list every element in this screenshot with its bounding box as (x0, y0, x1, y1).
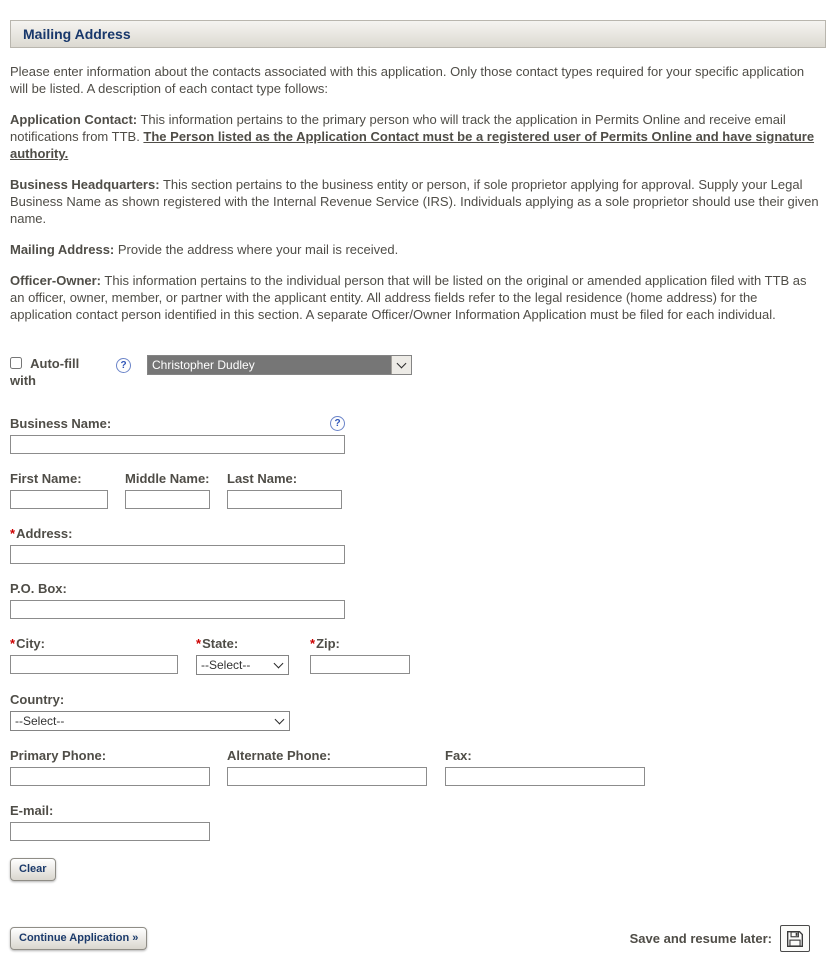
country-group (10, 692, 826, 731)
middle-name-col (125, 471, 210, 509)
last-name-col (227, 471, 342, 509)
po-box-label-row (10, 581, 826, 596)
address-label-row (10, 526, 826, 541)
business-name-group (10, 416, 345, 454)
desc-application-contact-label: Application Contact: (10, 112, 138, 127)
country-selected-value: --Select-- (15, 714, 65, 728)
desc-officer-owner-label: Officer-Owner: (10, 273, 102, 288)
primary-phone-label: Primary Phone: (10, 748, 107, 763)
state-label-row (196, 636, 289, 651)
state-selected-value: --Select-- (201, 658, 251, 672)
state-label: State: (202, 636, 239, 651)
middle-name-label: Middle Name: (125, 471, 210, 486)
desc-mailing-address-text: Provide the address where your mail is received. (114, 242, 399, 257)
city-state-zip-row (10, 636, 826, 675)
address-input[interactable] (10, 545, 345, 564)
last-name-input[interactable] (227, 490, 342, 509)
email-input[interactable] (10, 822, 210, 841)
desc-application-contact-emphasis: The Person listed as the Application Contact must be a registered user of Permits Online and have signature authority. (10, 129, 815, 161)
autofill-checkbox[interactable] (10, 357, 22, 369)
autofill-label-bottom: with (10, 373, 36, 388)
email-label-row (10, 803, 826, 818)
address-label: Address: (16, 526, 73, 541)
autofill-contact-select[interactable] (147, 355, 412, 375)
state-col (196, 636, 289, 675)
city-col (10, 636, 178, 675)
fax-label: Fax: (445, 748, 472, 763)
bottom-bar (10, 925, 810, 952)
city-input[interactable] (10, 655, 178, 674)
country-label: Country: (10, 692, 65, 707)
alternate-phone-col (227, 748, 427, 786)
zip-col (310, 636, 410, 675)
business-name-label-row (10, 416, 345, 431)
zip-label: Zip: (316, 636, 340, 651)
chevron-down-icon (391, 356, 411, 374)
autofill-label-block (10, 355, 116, 389)
autofill-help-icon[interactable]: ? (116, 358, 131, 373)
city-label-row (10, 636, 178, 651)
chevron-down-icon (268, 656, 288, 674)
country-select[interactable] (10, 711, 290, 731)
desc-mailing-address (10, 241, 822, 258)
save-disk-icon (786, 930, 804, 948)
zip-input[interactable] (310, 655, 410, 674)
desc-business-headquarters (10, 176, 822, 227)
middle-name-input[interactable] (125, 490, 210, 509)
alternate-phone-label: Alternate Phone: (227, 748, 332, 763)
save-resume-button[interactable] (780, 925, 810, 952)
state-select[interactable] (196, 655, 289, 675)
desc-officer-owner-text: This information pertains to the individual person that will be listed on the original or amended application filed with TTB as an officer, owner, member, or partner with the applicant entity. All address fields refer to the legal residence (home address) for the application contact person identified in this section. A separate Officer/Owner Information Application must be filed for each individual. (10, 273, 807, 322)
address-required-marker: * (10, 526, 16, 541)
email-group (10, 803, 826, 841)
name-row (10, 471, 826, 509)
city-required-marker: * (10, 636, 16, 651)
first-name-col (10, 471, 108, 509)
address-group (10, 526, 826, 564)
fax-col (445, 748, 645, 786)
business-name-label: Business Name: (10, 416, 112, 431)
primary-phone-input[interactable] (10, 767, 210, 786)
mailing-address-form (10, 355, 826, 952)
desc-application-contact-text: This information pertains to the primary person who will track the application in Permits Online and receive email notifications from TTB. (10, 112, 786, 144)
primary-phone-col (10, 748, 210, 786)
phone-row (10, 748, 826, 786)
country-label-row (10, 692, 826, 707)
page-title: Mailing Address (23, 26, 131, 42)
intro-paragraph (10, 63, 822, 97)
desc-mailing-address-label: Mailing Address: (10, 242, 115, 257)
state-required-marker: * (196, 636, 202, 651)
save-resume-label: Save and resume later: (629, 931, 772, 946)
zip-required-marker: * (310, 636, 316, 651)
po-box-group (10, 581, 826, 619)
autofill-checkbox-label[interactable] (10, 356, 79, 371)
clear-button[interactable]: Clear (10, 858, 56, 881)
fax-input[interactable] (445, 767, 645, 786)
first-name-input[interactable] (10, 490, 108, 509)
intro-text: Please enter information about the contacts associated with this application. Only those contact types required for your specific application will be listed. A description of each contact type follows: (10, 64, 805, 96)
po-box-label: P.O. Box: (10, 581, 67, 596)
desc-business-headquarters-text: This section pertains to the business entity or person, if sole proprietor applying for approval. Supply your Legal Business Name as shown registered with the Internal Revenue Service (IRS). Individuals applying as a sole proprietor should use their given name. (10, 177, 819, 226)
email-label: E-mail: (10, 803, 54, 818)
desc-application-contact (10, 111, 822, 162)
business-name-input[interactable] (10, 435, 345, 454)
last-name-label: Last Name: (227, 471, 298, 486)
po-box-input[interactable] (10, 600, 345, 619)
city-label: City: (16, 636, 45, 651)
first-name-label: First Name: (10, 471, 82, 486)
autofill-contact-selected-value: Christopher Dudley (148, 356, 391, 374)
zip-label-row (310, 636, 410, 651)
desc-business-headquarters-label: Business Headquarters: (10, 177, 160, 192)
continue-application-button[interactable]: Continue Application » (10, 927, 147, 950)
desc-officer-owner (10, 272, 822, 323)
business-name-help-icon[interactable]: ? (330, 416, 345, 431)
page-title-bar (10, 20, 826, 48)
chevron-down-icon (269, 712, 289, 730)
save-resume-area (630, 925, 810, 952)
clear-group (10, 858, 826, 881)
autofill-label-top: Auto-fill (30, 356, 80, 371)
autofill-row (10, 355, 826, 389)
alternate-phone-input[interactable] (227, 767, 427, 786)
